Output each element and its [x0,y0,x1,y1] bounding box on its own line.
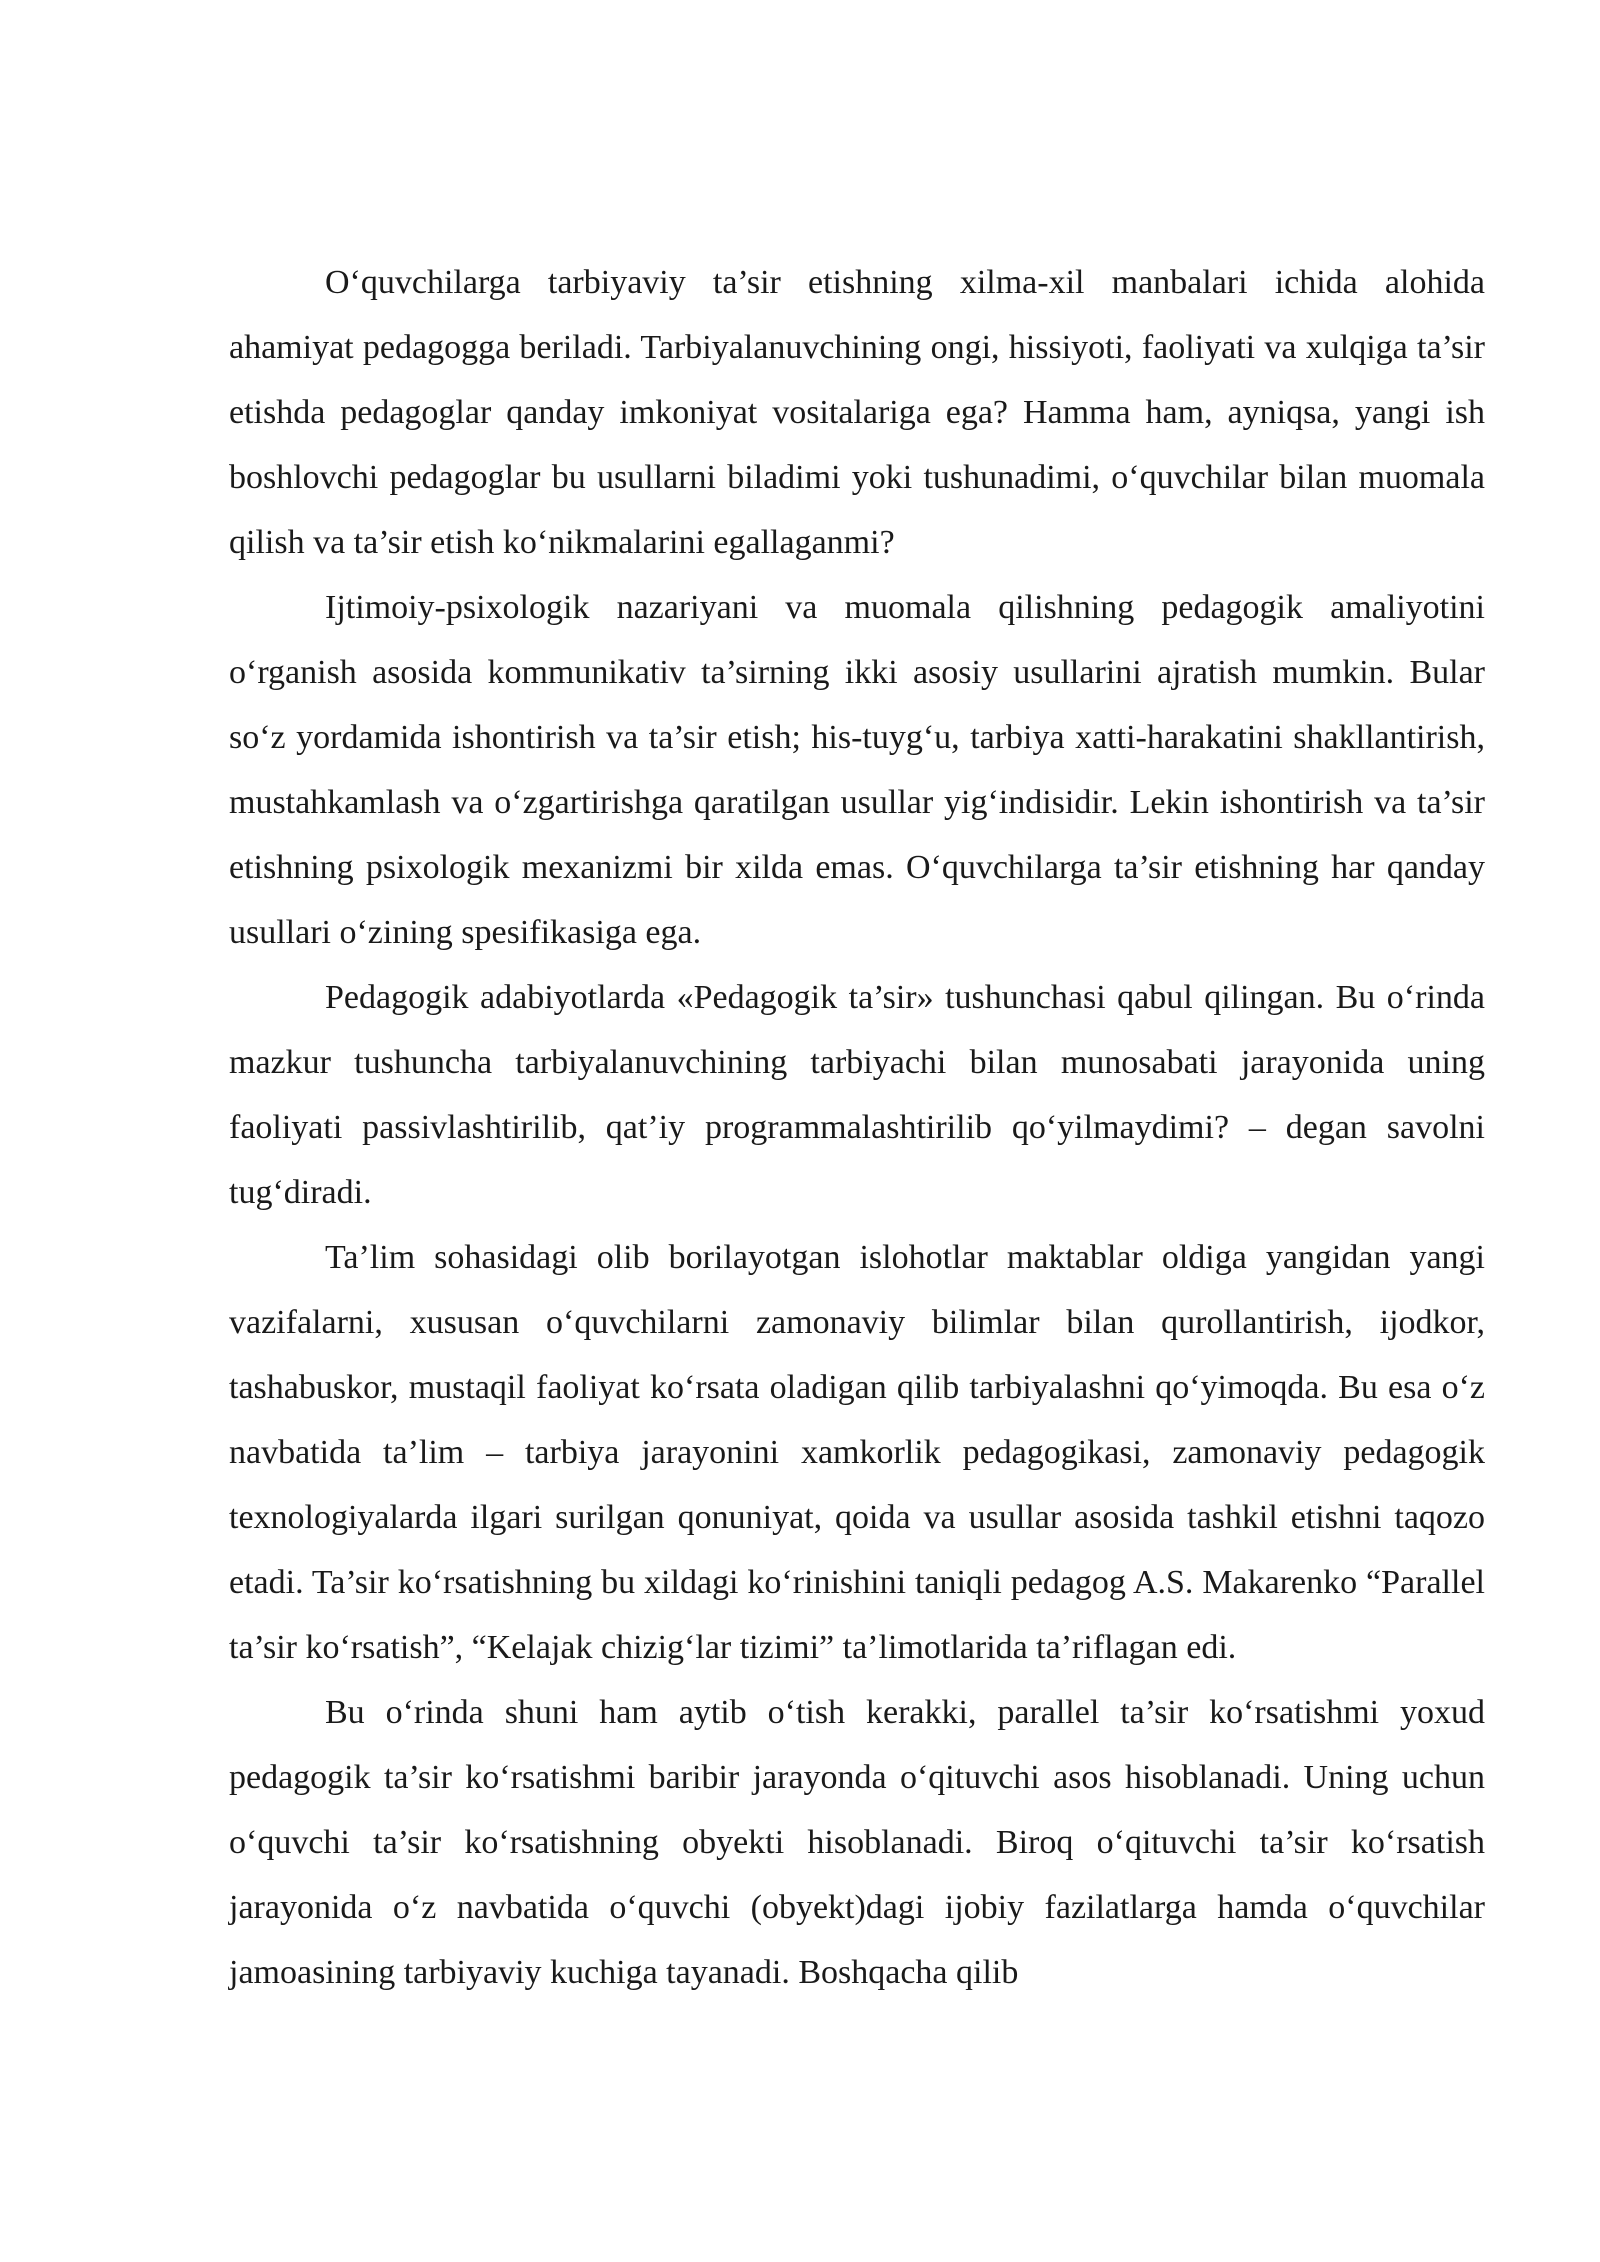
paragraph-3: Pedagogik adabiyotlarda «Pedagogik ta’sir» tushunchasi qabul qilingan. Bu o‘rinda mazkur tushuncha tarbiyalanuvchining tarbiyachi bilan munosabati jarayonida uning faoliyati passivlashtirilib, qat’iy programmalashtirilib qo‘yilmaydimi? – degan savolni tug‘diradi. [229,979,1485,1211]
paragraph-4: Ta’lim sohasidagi olib borilayotgan islohotlar maktablar oldiga yangidan yangi vazifalarni, xususan o‘quvchilarni zamonaviy bilimlar bilan qurollantirish, ijodkor, tashabuskor, mustaqil faoliyat ko‘rsata oladigan qilib tarbiyalashni qo‘yimoqda. Bu esa o‘z navbatida ta’lim – tarbiya jarayonini xamkorlik pedagogikasi, zamonaviy pedagogik texnologiyalarda ilgari surilgan qonuniyat, qoida va usullar asosida tashkil etishni taqozo etadi. Ta’sir ko‘rsatishning bu xildagi ko‘rinishini taniqli pedagog A.S. Makarenko “Parallel ta’sir ko‘rsatish”, “Kelajak chizig‘lar tizimi” ta’limotlarida ta’riflagan edi. [229,1239,1485,1666]
paragraph-1: O‘quvchilarga tarbiyaviy ta’sir etishning xilma-xil manbalari ichida alohida ahamiyat pedagogga beriladi. Tarbiyalanuvchining ongi, hissiyoti, faoliyati va xulqiga ta’sir etishda pedagoglar qanday imkoniyat vositalariga ega? Hamma ham, ayniqsa, yangi ish boshlovchi pedagoglar bu usullarni biladimi yoki tushunadimi, o‘quvchilar bilan muomala qilish va ta’sir etish ko‘nikmalarini egallaganmi? [229,264,1485,561]
paragraph-5: Bu o‘rinda shuni ham aytib o‘tish kerakki, parallel ta’sir ko‘rsatishmi yoxud pedagogik ta’sir ko‘rsatishmi baribir jarayonda o‘qituvchi asos hisoblanadi. Uning uchun o‘quvchi ta’sir ko‘rsatishning obyekti hisoblanadi. Biroq o‘qituvchi ta’sir ko‘rsatish jarayonida o‘z navbatida o‘quvchi (obyekt)dagi ijobiy fazilatlarga hamda o‘quvchilar jamoasining tarbiyaviy kuchiga tayanadi. Boshqacha qilib [229,1694,1485,1991]
document-page [229,250,1485,2005]
paragraph-2: Ijtimoiy-psixologik nazariyani va muomala qilishning pedagogik amaliyotini o‘rganish asosida kommunikativ ta’sirning ikki asosiy usullarini ajratish mumkin. Bular so‘z yordamida ishontirish va ta’sir etish; his-tuyg‘u, tarbiya xatti-harakatini shakllantirish, mustahkamlash va o‘zgartirishga qaratilgan usullar yig‘indisidir. Lekin ishontirish va ta’sir etishning psixologik mexanizmi bir xilda emas. O‘quvchilarga ta’sir etishning har qanday usullari o‘zining spesifikasiga ega. [229,589,1485,951]
